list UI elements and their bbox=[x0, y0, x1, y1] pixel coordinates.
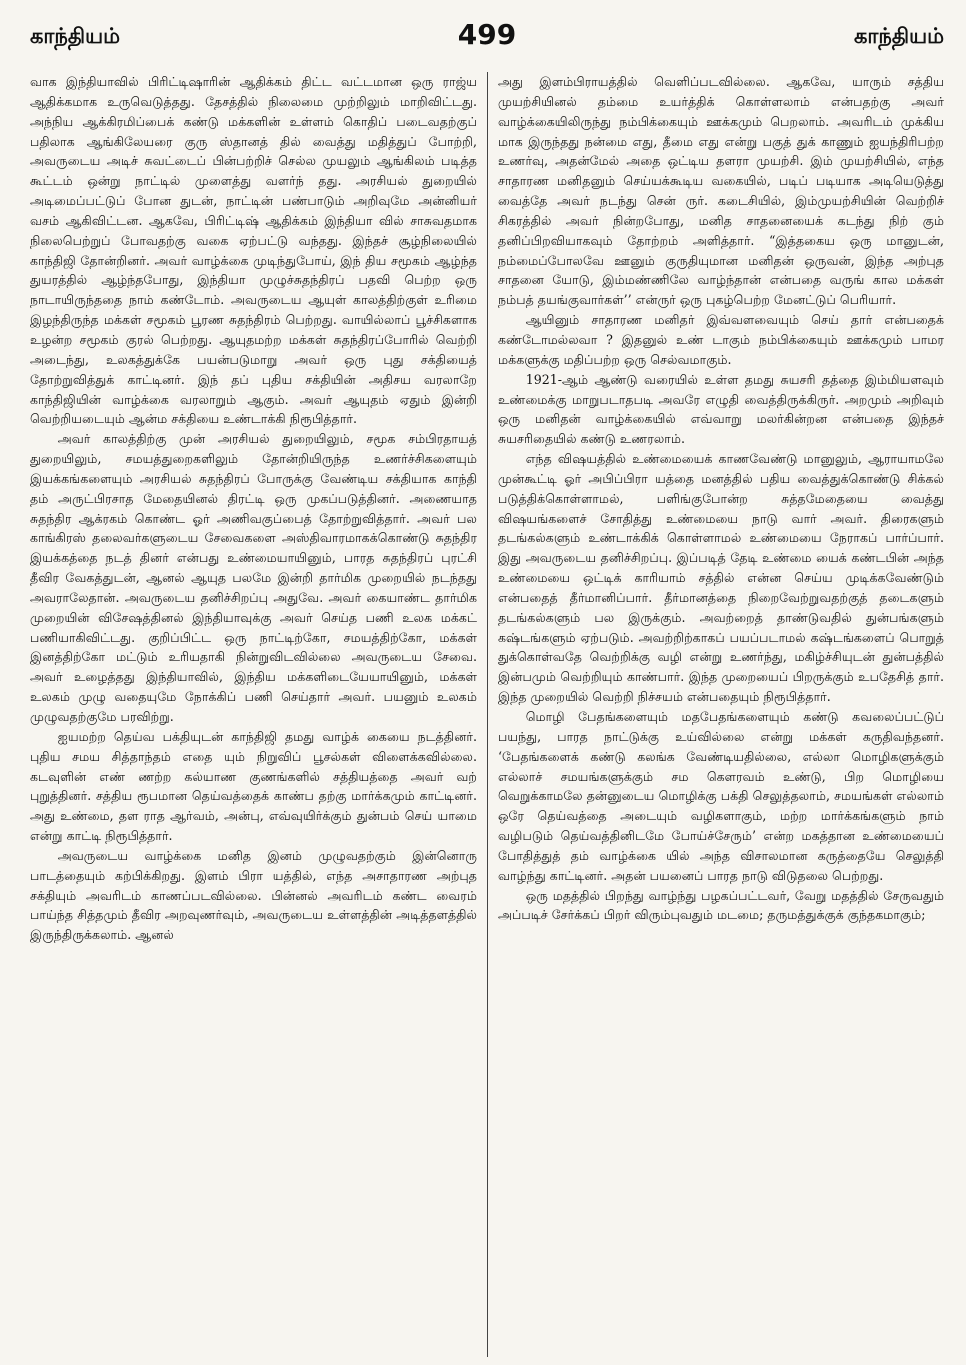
paragraph: அவருடைய வாழ்க்கை மனித இனம் முழுவதற்கும் இன்னொரு பாடத்தையும் கற்பிக்கிறது. இளம் பிரா யத்தில், எந்த அசாதாரண அற்புத சக்தியும் அவரிடம் காணப்படவில்லை. பின்னல் அவரிடம் கண்ட வைரம் பாய்ந்த சித்தமும் தீவிர அறவுணர்வும், அவருடைய உள்ளத்தின் அடித்தளத்தில் இருந்திருக்கலாம். ஆனல் bbox=[30, 847, 477, 943]
running-title-right: காந்தியம் bbox=[854, 24, 944, 48]
page-header bbox=[30, 10, 944, 62]
right-column bbox=[487, 72, 944, 1357]
paragraph: வாக இந்தியாவில் பிரிட்டிஷாரின் ஆதிக்கம் திட்ட வட்டமான ஒரு ராஜ்ய ஆதிக்கமாக உருவெடுத்தது. தேசத்தில் நிலைமை முற்றிலும் மாறிவிட்டது. அந்நிய ஆக்கிரமிப்பைக் கண்டு மக்களின் உள்ளம் கொதிப் படைவதற்குப் பதிலாக ஆங்கிலேயரை குரு ஸ்தானத் தில் வைத்து மதித்துப் போற்றி, அவருடைய அடிச் சுவட்டைப் பின்பற்றிச் செல்ல முயலும் ஆங்கிலம் படித்த கூட்டம் ஒன்று நாட்டில் முளைத்து வளர்ந் தது. அரசியல் துறையில் அடிமைப்பட்டுப் போன துடன், நாட்டின் பண்பாடும் அறிவுமே அன்னியர் வசம் ஆகிவிட்டன. ஆகவே, பிரிட்டிஷ் ஆதிக்கம் இந்தியா வில் சாசுவதமாக நிலைபெற்றுப் போவதற்கு வகை ஏற்பட்டு வந்தது. இந்தச் சூழ்நிலையில் காந்திஜி தோன்றினர். அவர் வாழ்க்கை முடிந்துபோய், இந் திய சமூகம் ஆழ்ந்த துயரத்தில் ஆழ்ந்தபோது, இந்தியா முழுச்சுதந்திரப் பதவி பெற்ற ஒரு நாடாயிருந்ததை நாம் கண்டோம். அவருடைய ஆயுள் காலத்திற்குள் உரிமை இழந்திருந்த மக்கள் சமூகம் பூரண சுதந்திரம் பெற்றது. வாயில்லாப் பூச்சிகளாக உழன்ற சமூகம் குரல் பெற்றது. ஆயுதமற்ற மக்கள் சுதந்திரப்போரில் வெற்றி அடைந்து, உலகத்துக்கே பயன்படுமாறு அவர் ஒரு புது சக்தியைத் தோற்றுவித்துக் காட்டினர். இந் தப் புதிய சக்தியின் அதிசய வரலாறே காந்திஜியின் வாழ்க்கை வரலாறும் ஆகும். அவர் ஆயுதம் ஏதும் இன்றி வெற்றியடையும் ஆன்ம சக்தியை உண்டாக்கி நிரூபித்தார். bbox=[30, 74, 477, 427]
two-column-body bbox=[30, 72, 944, 1357]
paragraph: ஐயமற்ற தெய்வ பக்தியுடன் காந்திஜி தமது வாழ்க் கையை நடத்தினர். புதிய சமய சித்தாந்தம் எதை யும் நிறுவிப் பூசல்கள் விளைக்கவில்லை. கடவுளின் எண் ணற்ற கல்யாண குணங்களில் சத்தியத்தை அவர் வற் புறுத்தினர். சத்திய ரூபமான தெய்வத்தைக் காண்ப தற்கு மார்க்கமும் காட்டினர். அது உண்மை, தள ராத ஆர்வம், அன்பு, எவ்வுயிர்க்கும் துன்பம் செய் யாமை என்று காட்டி நிரூபித்தார். bbox=[30, 728, 477, 844]
paragraph: ஆயினும் சாதாரண மனிதர் இவ்வளவையும் செய் தார் என்பதைக் கண்டோமல்லவா ? இதனுல் உண் டாகும் நம்பிக்கையும் ஊக்கமும் பாமர மக்களுக்கு மதிப்பற்ற ஒரு செல்வமாகும். bbox=[498, 312, 944, 367]
paragraph: அது இளம்பிராயத்தில் வெளிப்படவில்லை. ஆகவே, யாரும் சத்திய முயற்சியினல் தம்மை உயர்த்திக் கொள்ளலாம் என்பதற்கு அவர் வாழ்க்கையிலிருந்து நம்பிக்கையும் ஊக்கமும் பெறலாம். அவரிடம் முக்கிய மாக இருந்தது நன்மை எது, தீமை எது என்று பகுத் துக் காணும் ஐயந்திரிபற்ற உணர்வு, அதன்மேல் அதை ஒட்டிய தளரா முயற்சி. இம் முயற்சியில், எந்த சாதாரண மனிதனும் செய்யக்கூடிய வகையில், படிப் படியாக அடியெடுத்து வைத்தே அவர் நடந்து சென் ருர். கடைசியில், இம்முயற்சியின் வெற்றிச் சிகரத்தில் அவர் நின்றபோது, மனித சாதனையைக் கடந்து நிற் கும் தனிப்பிறவியாகவும் தோற்றம் அளித்தார். “இத்தகைய ஒரு மானுடன், நம்மைப்போலவே ஊனும் குருதியுமான மனிதன் ஒருவன், இந்த அற்புத சாதனை யோடு, இம்மண்ணிலே வாழ்ந்தான் என்பதை வருங் கால மக்கள் நம்பத் தயங்குவார்கள்’’ என்ருர் ஒரு புகழ்பெற்ற மேனட்டுப் பெரியார். bbox=[498, 74, 944, 308]
page-number: 499 bbox=[457, 18, 517, 51]
paragraph: அவர் காலத்திற்கு முன் அரசியல் துறையிலும், சமூக சம்பிரதாயத் துறையிலும், சமயத்துறைகளிலும் தோன்றியிருந்த உணர்ச்சிகளையும் இயக்கங்களையும் அரசியல் சுதந்திரப் போருக்கு வேண்டிய சக்தியாக காந்தி தம் அருட்பிரசாத மேதையினல் திரட்டி ஒரு முகப்படுத்தினர். அணையாத சுதந்திர ஆக்ரகம் கொண்ட ஓர் அணிவகுப்பைத் தோற்றுவித்தார். அவர் பல காங்கிரஸ் தலைவர்களுடைய சேவைகளை அஸ்திவாரமாகக்கொண்டு சுதந்திர இயக்கத்தை நடத் தினர் என்பது உண்மையாயினும், பாரத சுதந்திரப் புரட்சி தீவிர வேகத்துடன், ஆனல் ஆயுத பலமே இன்றி தார்மிக முறையில் நடந்தது அவராலேதான். அவருடைய தனிச்சிறப்பு அதுவே. அவர் கையாண்ட தார்மிக முறையின் விசேஷத்தினல் இந்தியாவுக்கு அவர் செய்த பணி உலக மக்கட் பணியாகிவிட்டது. குறிப்பிட்ட ஒரு நாட்டிற்கோ, சமயத்திற்கோ, மக்கள் இனத்திற்கோ மட்டும் உரியதாகி நின்றுவிடவில்லை அவருடைய சேவை. அவர் உழைத்தது இந்தியாவில், இந்திய மக்களிடையேயாயினும், மக்கள் உலகம் முழு வதையுமே நோக்கிப் பணி செய்தார் அவர். பயனும் உலகம் முழுவதற்குமே பரவிற்று. bbox=[30, 431, 477, 724]
running-title-left: காந்தியம் bbox=[30, 24, 120, 48]
paragraph: ஒரு மதத்தில் பிறந்து வாழ்ந்து பழகப்பட்டவர், வேறு மதத்தில் சேருவதும் அப்படிச் சேர்க்கப் பிறர் விரும்புவதும் மடமை; தருமத்துக்குக் குந்தகமாகும்; bbox=[498, 887, 944, 923]
paragraph: 1921-ஆம் ஆண்டு வரையில் உள்ள தமது சுயசரி தத்தை இம்மியளவும் உண்மைக்கு மாறுபடாதபடி அவரே எழுதி வைத்திருக்கிருர். அறமும் அறிவும் ஒரு மனிதன் வாழ்க்கையில் எவ்வாறு மலர்கின்றன என்பதை இந்தச் சுயசரிதையில் கண்டு உணரலாம். bbox=[498, 371, 944, 447]
paragraph: எந்த விஷயத்தில் உண்மையைக் காணவேண்டு மானுலும், ஆராயாமலே முன்கூட்டி ஓர் அபிப்பிரா யத்தை மனத்தில் பதிய வைத்துக்கொண்டு சிக்கல் படுத்திக்கொள்ளாமல், பளிங்குபோன்ற சுத்தமேதையை வைத்து விஷயங்களைச் சோதித்து உண்மையை நாடு வார் அவர். திரைகளும் தடங்கல்களும் உண்டாக்கிக் கொள்ளாமல் உண்மையை நேராகப் பார்ப்பார். இது அவருடைய தனிச்சிறப்பு. இப்படித் தேடி உண்மை யைக் கண்டபின் அந்த உண்மையை ஒட்டிக் காரியாம் சத்தில் என்ன செய்ய முடிக்கவேண்டும் என்பதைத் தீர்மானிப்பார். தீர்மானத்தை நிறைவேற்றுவதற்குத் தடைகளும் தடங்கல்களும் பல இருக்கும். அவற்றைத் தாண்டுவதில் துன்பங்களும் கஷ்டங்களும் ஏற்படும். அவற்றிற்காகப் பயப்படாமல் கஷ்டங்களைப் பொறுத் துக்கொள்வதே வெற்றிக்கு வழி என்று உணர்ந்து, மகிழ்ச்சியுடன் துன்பத்தில் இன்பமும் வெற்றியும் காண்பார். இந்த முறையைப் பிறருக்கும் உபதேசித் தார். இந்த முறையில் வெற்றி நிச்சயம் என்பதையும் நிரூபித்தார். bbox=[498, 451, 944, 705]
left-column bbox=[30, 72, 487, 1357]
paragraph: மொழி பேதங்களையும் மதபேதங்களையும் கண்டு கவலைப்பட்டுப் பயந்து, பாரத நாட்டுக்கு உய்வில்லை என்று மக்கள் கருதிவந்தனர். ‘பேதங்களைக் கண்டு கலங்க வேண்டியதில்லை, எல்லா மொழிகளுக்கும் எல்லாச் சமயங்களுக்கும் சம கௌரவம் உண்டு, பிற மொழியை வெறுக்காமலே தன்னுடைய மொழிக்கு பக்தி செலுத்தலாம், சமயங்கள் எல்லாம் ஒரே தெய்வத்தை அடையும் வழிகளாகும், மற்ற மார்க்கங்களும் நாம் வழிபடும் தெய்வத்தினிடமே போய்ச்சேரும்’ என்ற மகத்தான உண்மையைப் போதித்துத் தம் வாழ்க்கை யில் அந்த விசாலமான கருத்தையே செலுத்தி வாழ்ந்து காட்டினர். அதன் பயனைப் பாரத நாடு விடுதலை பெற்றது. bbox=[498, 709, 944, 883]
